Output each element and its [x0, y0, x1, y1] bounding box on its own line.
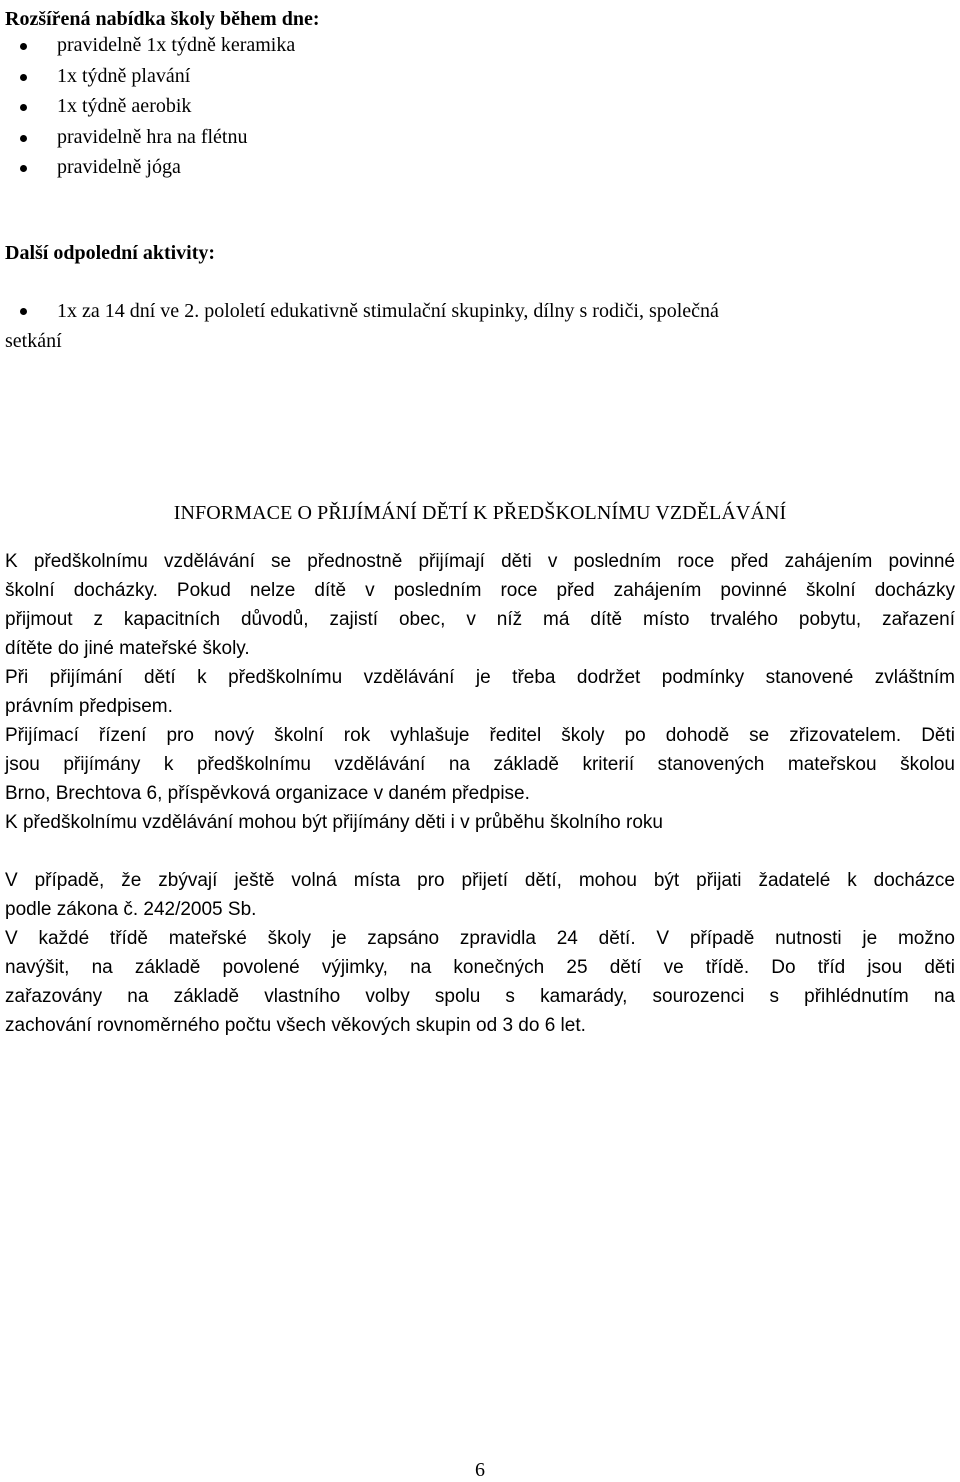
section-heading-extended-offer: Rozšířená nabídka školy během dne:	[5, 8, 320, 30]
paragraph-line: V každé třídě mateřské školy je zapsáno zpravidla 24 dětí. V případě nutnosti je možno	[5, 928, 955, 949]
bullet-icon	[20, 74, 27, 81]
afternoon-activities-text-line2: setkání	[5, 330, 62, 352]
admission-section-title: INFORMACE O PŘIJÍMÁNÍ DĚTÍ K PŘEDŠKOLNÍMU VZDĚLÁVÁNÍ	[173, 502, 787, 524]
paragraph-line: přijmout z kapacitních důvodů, zajistí obec, v níž má dítě místo trvalého pobytu, zařazení	[5, 609, 955, 630]
afternoon-activities-text-line1: 1x za 14 dní ve 2. pololetí edukativně stimulační skupinky, dílny s rodiči, společná	[57, 300, 719, 322]
paragraph-line: Při přijímání dětí k předškolnímu vzdělávání je třeba dodržet podmínky stanovené zvláštním	[5, 667, 955, 688]
paragraph-line: zařazovány na základě vlastního volby spolu s kamarády, sourozenci s přihlédnutím na	[5, 986, 955, 1007]
paragraph-line: podle zákona č. 242/2005 Sb.	[5, 899, 257, 920]
paragraph-line: dítěte do jiné mateřské školy.	[5, 638, 250, 659]
paragraph-line: právním předpisem.	[5, 696, 173, 717]
paragraph-line: K předškolnímu vzdělávání mohou být přijímány děti i v průběhu školního roku	[5, 812, 663, 833]
paragraph-line: K předškolnímu vzdělávání se přednostně přijímají děti v posledním roce před zahájením povinné	[5, 551, 955, 572]
paragraph-line: Brno, Brechtova 6, příspěvková organizace v daném předpise.	[5, 783, 530, 804]
bullet-icon	[20, 135, 27, 142]
bullet-icon	[20, 308, 27, 315]
bullet-icon	[20, 43, 27, 50]
paragraph-line: navýšit, na základě povolené výjimky, na konečných 25 dětí ve třídě. Do tříd jsou děti	[5, 957, 955, 978]
section-heading-afternoon-activities: Další odpolední aktivity:	[5, 242, 216, 264]
paragraph-line: V případě, že zbývají ještě volná místa pro přijetí dětí, mohou být přijati žadatelé k docházce	[5, 870, 955, 891]
bullet-icon	[20, 165, 27, 172]
paragraph-line: zachování rovnoměrného počtu všech věkových skupin od 3 do 6 let.	[5, 1015, 586, 1036]
bullet-icon	[20, 104, 27, 111]
page-number: 6	[475, 1459, 485, 1481]
paragraph-line: školní docházky. Pokud nelze dítě v posledním roce před zahájením povinné školní docházky	[5, 580, 955, 601]
paragraph-line: Přijímací řízení pro nový školní rok vyhlašuje ředitel školy po dohodě se zřizovatelem. Děti	[5, 725, 955, 746]
paragraph-line: jsou přijímány k předškolnímu vzdělávání na základě kriterií stanovených mateřskou školou	[5, 754, 955, 775]
